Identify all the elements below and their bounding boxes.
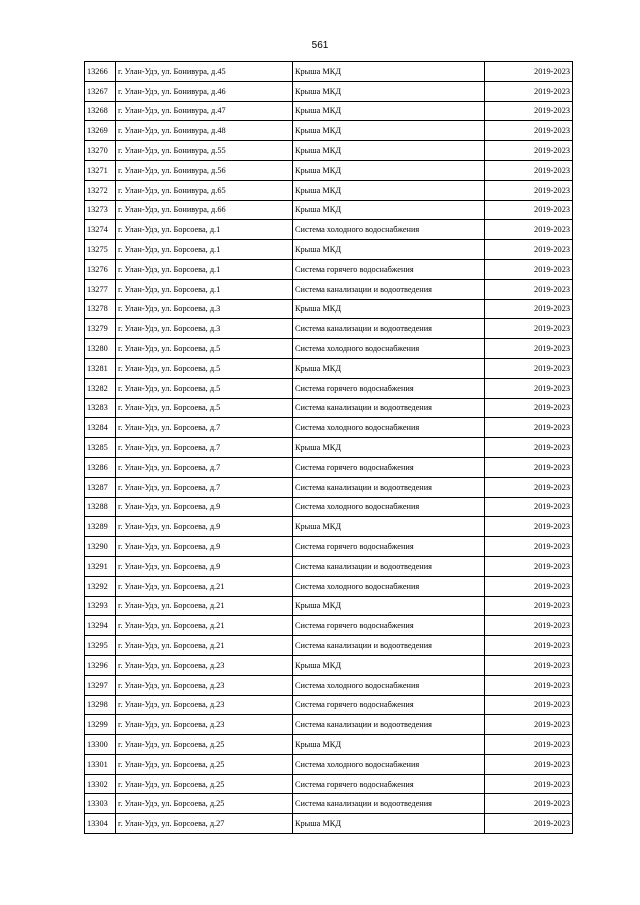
row-number-cell: 13285: [85, 438, 116, 458]
work-type-cell: Крыша МКД: [293, 101, 485, 121]
work-type-cell: Система холодного водоснабжения: [293, 220, 485, 240]
table-row: [85, 477, 573, 497]
work-type-cell: Крыша МКД: [293, 735, 485, 755]
address-cell: г. Улан-Удэ, ул. Борсоева, д.23: [116, 675, 293, 695]
period-cell: 2019-2023: [485, 695, 573, 715]
work-type-cell: Крыша МКД: [293, 596, 485, 616]
address-cell: г. Улан-Удэ, ул. Борсоева, д.9: [116, 497, 293, 517]
address-cell: г. Улан-Удэ, ул. Борсоева, д.9: [116, 556, 293, 576]
address-cell: г. Улан-Удэ, ул. Борсоева, д.7: [116, 477, 293, 497]
table-row: [85, 180, 573, 200]
address-cell: г. Улан-Удэ, ул. Борсоева, д.5: [116, 378, 293, 398]
period-cell: 2019-2023: [485, 636, 573, 656]
row-number-cell: 13281: [85, 358, 116, 378]
row-number-cell: 13274: [85, 220, 116, 240]
address-cell: г. Улан-Удэ, ул. Борсоева, д.7: [116, 457, 293, 477]
row-number-cell: 13301: [85, 754, 116, 774]
period-cell: 2019-2023: [485, 596, 573, 616]
row-number-cell: 13269: [85, 121, 116, 141]
work-type-cell: Система горячего водоснабжения: [293, 537, 485, 557]
work-type-cell: Система холодного водоснабжения: [293, 418, 485, 438]
table-row: [85, 160, 573, 180]
row-number-cell: 13291: [85, 556, 116, 576]
table-row: [85, 735, 573, 755]
table-row: [85, 101, 573, 121]
row-number-cell: 13270: [85, 141, 116, 161]
address-cell: г. Улан-Удэ, ул. Борсоева, д.21: [116, 596, 293, 616]
work-type-cell: Система холодного водоснабжения: [293, 576, 485, 596]
address-cell: г. Улан-Удэ, ул. Борсоева, д.25: [116, 735, 293, 755]
table-row: [85, 517, 573, 537]
row-number-cell: 13275: [85, 240, 116, 260]
period-cell: 2019-2023: [485, 240, 573, 260]
row-number-cell: 13303: [85, 794, 116, 814]
period-cell: 2019-2023: [485, 715, 573, 735]
address-cell: г. Улан-Удэ, ул. Борсоева, д.3: [116, 319, 293, 339]
row-number-cell: 13279: [85, 319, 116, 339]
work-type-cell: Система канализации и водоотведения: [293, 398, 485, 418]
period-cell: 2019-2023: [485, 576, 573, 596]
row-number-cell: 13294: [85, 616, 116, 636]
table-row: [85, 398, 573, 418]
table-row: [85, 774, 573, 794]
address-cell: г. Улан-Удэ, ул. Борсоева, д.1: [116, 279, 293, 299]
row-number-cell: 13283: [85, 398, 116, 418]
address-cell: г. Улан-Удэ, ул. Борсоева, д.1: [116, 259, 293, 279]
address-cell: г. Улан-Удэ, ул. Бонивура, д.65: [116, 180, 293, 200]
table-row: [85, 141, 573, 161]
work-type-cell: Крыша МКД: [293, 299, 485, 319]
row-number-cell: 13300: [85, 735, 116, 755]
work-type-cell: Система канализации и водоотведения: [293, 556, 485, 576]
row-number-cell: 13288: [85, 497, 116, 517]
work-type-cell: Крыша МКД: [293, 62, 485, 82]
period-cell: 2019-2023: [485, 62, 573, 82]
row-number-cell: 13286: [85, 457, 116, 477]
address-cell: г. Улан-Удэ, ул. Бонивура, д.48: [116, 121, 293, 141]
address-cell: г. Улан-Удэ, ул. Борсоева, д.1: [116, 220, 293, 240]
table-row: [85, 378, 573, 398]
address-cell: г. Улан-Удэ, ул. Борсоева, д.25: [116, 754, 293, 774]
table-row: [85, 814, 573, 834]
period-cell: 2019-2023: [485, 497, 573, 517]
work-type-cell: Крыша МКД: [293, 814, 485, 834]
table-row: [85, 695, 573, 715]
table-row: [85, 438, 573, 458]
address-cell: г. Улан-Удэ, ул. Бонивура, д.45: [116, 62, 293, 82]
table-row: [85, 259, 573, 279]
work-type-cell: Система горячего водоснабжения: [293, 774, 485, 794]
work-type-cell: Система горячего водоснабжения: [293, 259, 485, 279]
row-number-cell: 13272: [85, 180, 116, 200]
page-number: 561: [311, 40, 329, 51]
work-type-cell: Система горячего водоснабжения: [293, 378, 485, 398]
period-cell: 2019-2023: [485, 457, 573, 477]
period-cell: 2019-2023: [485, 180, 573, 200]
row-number-cell: 13277: [85, 279, 116, 299]
period-cell: 2019-2023: [485, 675, 573, 695]
period-cell: 2019-2023: [485, 616, 573, 636]
table-row: [85, 675, 573, 695]
table-row: [85, 240, 573, 260]
work-type-cell: Система канализации и водоотведения: [293, 279, 485, 299]
row-number-cell: 13295: [85, 636, 116, 656]
table-row: [85, 200, 573, 220]
row-number-cell: 13273: [85, 200, 116, 220]
address-cell: г. Улан-Удэ, ул. Борсоева, д.23: [116, 715, 293, 735]
table-row: [85, 636, 573, 656]
row-number-cell: 13271: [85, 160, 116, 180]
work-type-cell: Система холодного водоснабжения: [293, 754, 485, 774]
period-cell: 2019-2023: [485, 81, 573, 101]
period-cell: 2019-2023: [485, 438, 573, 458]
work-type-cell: Система канализации и водоотведения: [293, 715, 485, 735]
address-cell: г. Улан-Удэ, ул. Борсоева, д.7: [116, 438, 293, 458]
work-type-cell: Крыша МКД: [293, 655, 485, 675]
work-type-cell: Система холодного водоснабжения: [293, 675, 485, 695]
period-cell: 2019-2023: [485, 220, 573, 240]
address-cell: г. Улан-Удэ, ул. Бонивура, д.55: [116, 141, 293, 161]
row-number-cell: 13293: [85, 596, 116, 616]
row-number-cell: 13292: [85, 576, 116, 596]
address-cell: г. Улан-Удэ, ул. Борсоева, д.25: [116, 794, 293, 814]
address-cell: г. Улан-Удэ, ул. Бонивура, д.56: [116, 160, 293, 180]
period-cell: 2019-2023: [485, 814, 573, 834]
period-cell: 2019-2023: [485, 556, 573, 576]
table-row: [85, 339, 573, 359]
work-type-cell: Крыша МКД: [293, 180, 485, 200]
table-row: [85, 556, 573, 576]
period-cell: 2019-2023: [485, 101, 573, 121]
work-type-cell: Система холодного водоснабжения: [293, 339, 485, 359]
row-number-cell: 13276: [85, 259, 116, 279]
work-type-cell: Система канализации и водоотведения: [293, 319, 485, 339]
row-number-cell: 13266: [85, 62, 116, 82]
table-row: [85, 754, 573, 774]
work-type-cell: Система горячего водоснабжения: [293, 457, 485, 477]
table-row: [85, 655, 573, 675]
address-cell: г. Улан-Удэ, ул. Борсоева, д.5: [116, 358, 293, 378]
table-row: [85, 576, 573, 596]
work-type-cell: Система канализации и водоотведения: [293, 477, 485, 497]
table-row: [85, 121, 573, 141]
address-cell: г. Улан-Удэ, ул. Борсоева, д.21: [116, 636, 293, 656]
table-row: [85, 319, 573, 339]
work-type-cell: Система горячего водоснабжения: [293, 695, 485, 715]
table-row: [85, 715, 573, 735]
table-row: [85, 616, 573, 636]
period-cell: 2019-2023: [485, 794, 573, 814]
row-number-cell: 13267: [85, 81, 116, 101]
row-number-cell: 13284: [85, 418, 116, 438]
table-row: [85, 220, 573, 240]
row-number-cell: 13298: [85, 695, 116, 715]
period-cell: 2019-2023: [485, 279, 573, 299]
work-type-cell: Система канализации и водоотведения: [293, 636, 485, 656]
work-type-cell: Крыша МКД: [293, 160, 485, 180]
work-type-cell: Крыша МКД: [293, 200, 485, 220]
period-cell: 2019-2023: [485, 735, 573, 755]
address-cell: г. Улан-Удэ, ул. Борсоева, д.5: [116, 398, 293, 418]
work-type-cell: Крыша МКД: [293, 121, 485, 141]
address-cell: г. Улан-Удэ, ул. Бонивура, д.47: [116, 101, 293, 121]
table-row: [85, 418, 573, 438]
period-cell: 2019-2023: [485, 418, 573, 438]
table-row: [85, 81, 573, 101]
address-cell: г. Улан-Удэ, ул. Борсоева, д.3: [116, 299, 293, 319]
period-cell: 2019-2023: [485, 299, 573, 319]
address-cell: г. Улан-Удэ, ул. Борсоева, д.23: [116, 695, 293, 715]
period-cell: 2019-2023: [485, 754, 573, 774]
period-cell: 2019-2023: [485, 517, 573, 537]
table-row: [85, 497, 573, 517]
work-type-cell: Система холодного водоснабжения: [293, 497, 485, 517]
row-number-cell: 13287: [85, 477, 116, 497]
work-type-cell: Крыша МКД: [293, 358, 485, 378]
address-cell: г. Улан-Удэ, ул. Бонивура, д.66: [116, 200, 293, 220]
address-cell: г. Улан-Удэ, ул. Борсоева, д.5: [116, 339, 293, 359]
row-number-cell: 13297: [85, 675, 116, 695]
table-row: [85, 62, 573, 82]
row-number-cell: 13304: [85, 814, 116, 834]
period-cell: 2019-2023: [485, 160, 573, 180]
row-number-cell: 13296: [85, 655, 116, 675]
row-number-cell: 13289: [85, 517, 116, 537]
period-cell: 2019-2023: [485, 378, 573, 398]
period-cell: 2019-2023: [485, 141, 573, 161]
work-type-cell: Система канализации и водоотведения: [293, 794, 485, 814]
work-type-cell: Крыша МКД: [293, 240, 485, 260]
period-cell: 2019-2023: [485, 339, 573, 359]
period-cell: 2019-2023: [485, 477, 573, 497]
period-cell: 2019-2023: [485, 259, 573, 279]
period-cell: 2019-2023: [485, 537, 573, 557]
address-cell: г. Улан-Удэ, ул. Борсоева, д.27: [116, 814, 293, 834]
period-cell: 2019-2023: [485, 774, 573, 794]
address-cell: г. Улан-Удэ, ул. Борсоева, д.7: [116, 418, 293, 438]
table-row: [85, 537, 573, 557]
table-body: [85, 62, 573, 834]
address-cell: г. Улан-Удэ, ул. Борсоева, д.9: [116, 537, 293, 557]
row-number-cell: 13299: [85, 715, 116, 735]
address-cell: г. Улан-Удэ, ул. Борсоева, д.21: [116, 616, 293, 636]
table-row: [85, 299, 573, 319]
row-number-cell: 13302: [85, 774, 116, 794]
registry-table: [84, 61, 573, 834]
row-number-cell: 13280: [85, 339, 116, 359]
address-cell: г. Улан-Удэ, ул. Борсоева, д.25: [116, 774, 293, 794]
work-type-cell: Система горячего водоснабжения: [293, 616, 485, 636]
table-row: [85, 279, 573, 299]
row-number-cell: 13282: [85, 378, 116, 398]
work-type-cell: Крыша МКД: [293, 141, 485, 161]
table-row: [85, 358, 573, 378]
period-cell: 2019-2023: [485, 121, 573, 141]
work-type-cell: Крыша МКД: [293, 81, 485, 101]
address-cell: г. Улан-Удэ, ул. Бонивура, д.46: [116, 81, 293, 101]
period-cell: 2019-2023: [485, 319, 573, 339]
table-row: [85, 596, 573, 616]
address-cell: г. Улан-Удэ, ул. Борсоева, д.1: [116, 240, 293, 260]
address-cell: г. Улан-Удэ, ул. Борсоева, д.9: [116, 517, 293, 537]
address-cell: г. Улан-Удэ, ул. Борсоева, д.21: [116, 576, 293, 596]
period-cell: 2019-2023: [485, 398, 573, 418]
period-cell: 2019-2023: [485, 655, 573, 675]
period-cell: 2019-2023: [485, 358, 573, 378]
period-cell: 2019-2023: [485, 200, 573, 220]
row-number-cell: 13268: [85, 101, 116, 121]
table-row: [85, 794, 573, 814]
table-row: [85, 457, 573, 477]
work-type-cell: Крыша МКД: [293, 438, 485, 458]
row-number-cell: 13278: [85, 299, 116, 319]
work-type-cell: Крыша МКД: [293, 517, 485, 537]
address-cell: г. Улан-Удэ, ул. Борсоева, д.23: [116, 655, 293, 675]
row-number-cell: 13290: [85, 537, 116, 557]
